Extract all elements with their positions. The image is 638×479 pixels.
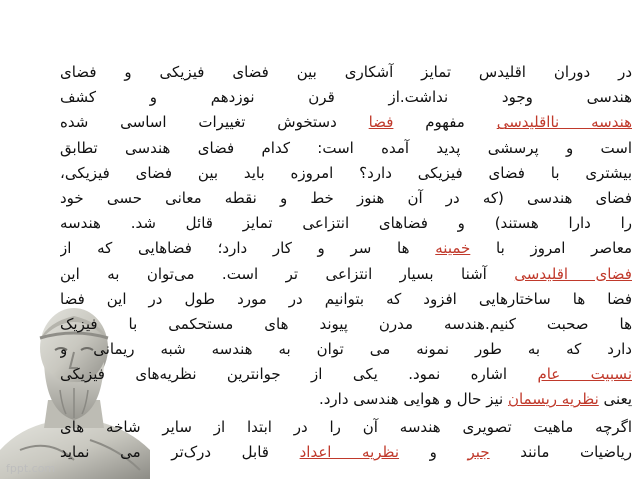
- link-non-euclidean-geometry[interactable]: هندسه نااقلیدسی: [496, 113, 632, 132]
- text-line: [60, 85, 632, 110]
- text-line: [60, 186, 632, 211]
- text-segment: بیشتری با فضای فیزیکی دارد؟ امروزه باید بین فضای فیزیکی،: [60, 163, 632, 182]
- text-line: [60, 110, 632, 135]
- text-line: [60, 287, 632, 312]
- text-segment: اشاره نمود. یکی از جوانترین نظریه‌های فیزیکی: [60, 365, 538, 384]
- link-string-theory[interactable]: نظریه ریسمان: [507, 390, 599, 409]
- text-line: [60, 362, 632, 387]
- text-segment: ریاضیات مانند: [489, 442, 632, 461]
- text-segment: اگرچه ماهیت تصویری هندسه آن را در ابتدا از سایر شاخه های: [60, 417, 632, 436]
- text-segment: و: [399, 442, 468, 461]
- text-line: [60, 236, 632, 261]
- text-segment: نیز حال و هوایی هندسی دارد.: [318, 390, 508, 409]
- text-segment: دارد که به طور نمونه می توان به هندسه شبه ریمانی و: [60, 340, 632, 359]
- text-line: [60, 387, 632, 412]
- link-general-relativity[interactable]: نسبیت عام: [537, 365, 632, 384]
- slide-text: [60, 60, 632, 465]
- link-space[interactable]: فضا: [368, 113, 394, 132]
- text-segment: فضای هندسی (که در آن هنوز خط و نقطه معانی حسی خود: [60, 188, 632, 207]
- text-line: [60, 262, 632, 287]
- link-number-theory[interactable]: نظریه اعداد: [299, 442, 400, 461]
- text-segment: ها سر و کار دارد؛ فضاهایی که از: [60, 239, 436, 258]
- text-segment: قابل درک‌تر می نماید: [60, 442, 300, 461]
- text-segment: آشنا بسیار انتزاعی تر است. می‌توان به این: [60, 264, 515, 283]
- text-line: [60, 60, 632, 85]
- link-algebra[interactable]: جبر: [467, 442, 490, 461]
- text-line: [60, 312, 632, 337]
- watermark: fppt.com: [6, 462, 56, 475]
- text-segment: یعنی: [598, 390, 632, 409]
- text-segment: را دارا هستند) و فضاهای انتزاعی تمایز قائل شد. هندسه: [60, 214, 632, 233]
- link-manifold[interactable]: خمینه: [435, 239, 471, 258]
- text-line: [60, 211, 632, 236]
- text-line: [60, 440, 632, 465]
- paragraph-2: [60, 415, 632, 465]
- text-line: [60, 337, 632, 362]
- text-segment: ها صحبت کنیم.هندسه مدرن پیوند های مستحکمی با فیزیک: [60, 314, 632, 333]
- text-segment: مفهوم: [393, 113, 497, 132]
- text-segment: هندسی وجود نداشت.از قرن نوزدهم و کشف: [60, 88, 632, 107]
- text-line: [60, 136, 632, 161]
- link-euclidean-space[interactable]: فضای اقلیدسی: [514, 264, 632, 283]
- text-segment: معاصر امروز با: [470, 239, 632, 258]
- paragraph-1: [60, 60, 632, 413]
- text-line: [60, 161, 632, 186]
- text-segment: است و پرسشی پدید آمده است: کدام فضای هندسی تطابق: [60, 138, 632, 157]
- text-segment: دستخوش تغییرات اساسی شده: [60, 113, 369, 132]
- text-segment: در دوران اقلیدس تمایز آشکاری بین فضای فیزیکی و فضای: [60, 63, 632, 81]
- text-segment: فضا ها ساختارهایی افزود که بتوانیم در مورد طول در این فضا: [60, 289, 632, 308]
- text-line: [60, 415, 632, 440]
